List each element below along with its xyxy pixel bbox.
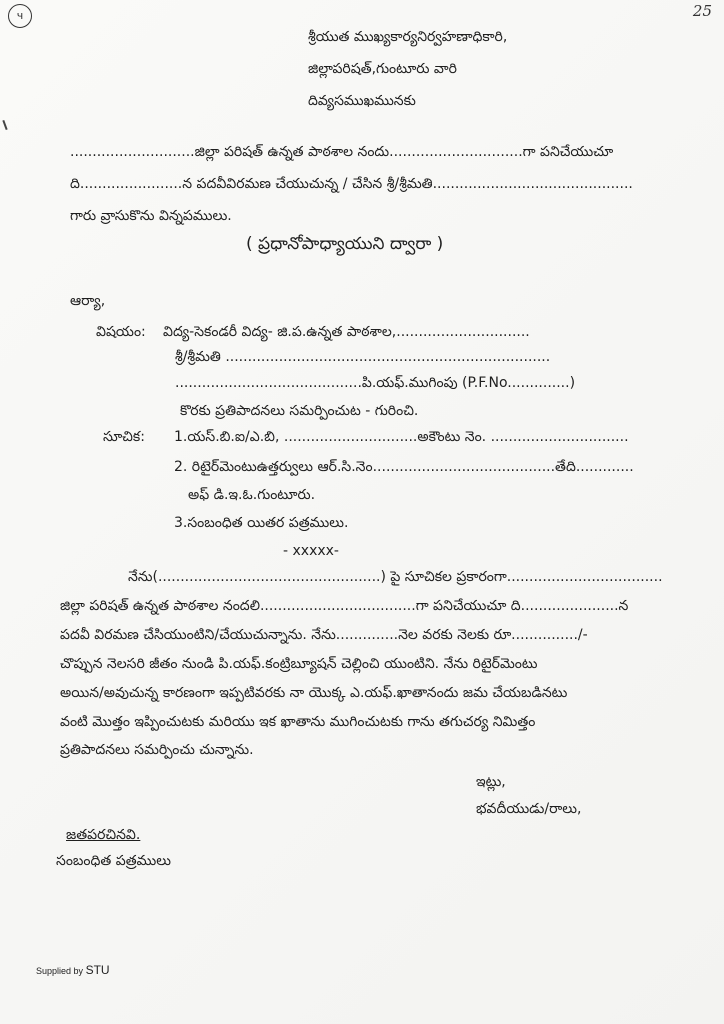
subject-line-2: శ్రీ/శ్రీమతి .........................................................................	[175, 349, 551, 365]
references-label: సూచిక:	[103, 429, 145, 445]
reference-item-2: 2. రిటైర్‌మెంటుఉత్తర్వులు ఆర్.సి.నెం.........................................తేది.............	[174, 459, 634, 475]
reference-item-2-cont: అఫ్ డి.ఇ.ఓ.గుంటూరు.	[188, 487, 316, 503]
subject-label: విషయం:	[96, 324, 146, 340]
body-line-4: చొప్పున నెలసరి జీతం నుండి పి.యఫ్.కంట్రిబ్యూషన్ చెల్లించి యుంటిని. నేను రిటైర్‌మెంటు	[60, 656, 538, 672]
supplied-by-prefix: Supplied by	[36, 966, 84, 976]
heading-through-headmaster: ( ప్రధానోపాధ్యాయుని ద్వారా )	[246, 234, 444, 254]
address-line-3: దివ్యసముఖమునకు	[308, 93, 416, 109]
supplied-by-name: STU	[85, 963, 110, 977]
body-line-5: అయిన/అవుచున్న కారణంగా ఇప్పటివరకు నా యొక్క ఎ.యఫ్.ఖాతానందు జమ చేయబడినటు	[60, 685, 568, 701]
address-line-2: జిల్లాపరిషత్,గుంటూరు వారి	[308, 61, 457, 77]
subject-line-4: కొరకు ప్రతిపాదనలు సమర్పించుట - గురించి.	[180, 403, 419, 419]
reference-item-3: 3.సంబంధిత యితర పత్రములు.	[174, 515, 349, 531]
intro-line-1: ............................జిల్లా పరిషత్ ఉన్నత పాఠశాల నందు..............................గా పనిచేయుచూ	[70, 144, 614, 160]
body-line-6: వంటి మొత్తం ఇప్పించుటకు మరియు ఇక ఖాతాను ముగించుటకు గాను తగుచర్య నిమిత్తం	[60, 714, 536, 730]
body-line-7: ప్రతిపాదనలు సమర్పించు చున్నాను.	[60, 742, 254, 758]
address-line-1: శ్రీయుత ముఖ్యకార్యనిర్వహణాధికారి,	[308, 29, 508, 45]
enclosures-label: జతపరచినవి.	[66, 827, 141, 843]
reference-item-1: 1.యస్.బి.ఐ/ఎ.బి, ..............................అకౌంటు నెం. ...............................	[174, 429, 629, 445]
intro-line-2: ది.......................న పదవీవిరమణ చేయుచున్న / చేసిన శ్రీ/శ్రీమతి.............................................	[70, 176, 633, 192]
closing-signature: భవదీయుడు/రాలు,	[476, 801, 582, 817]
handwritten-circle-mark: ч	[8, 4, 32, 28]
subject-line-1: విద్య-సెకండరీ విద్య- జి.ప.ఉన్నత పాఠశాల,..............................	[163, 324, 530, 340]
body-line-1: నేను(..................................................) పై సూచికల ప్రకారంగా...................................	[128, 569, 663, 585]
supplied-by-footer	[36, 963, 110, 977]
closing-line-1: ఇట్లు,	[476, 774, 506, 790]
page-number: 25	[692, 2, 712, 20]
pen-mark	[2, 120, 7, 130]
body-line-3: పదవీ విరమణ చేసియుంటిని/చేయుచున్నాను. నేను..............నెల వరకు నెలకు రూ.............../-	[60, 627, 588, 643]
body-line-2: జిల్లా పరిషత్ ఉన్నత పాఠశాల నందలి...................................గా పనిచేయుచూ ది......................న	[60, 598, 629, 614]
subject-line-3: ..........................................పి.యఫ్.ముగింపు (P.F.No..............)	[175, 375, 576, 391]
enclosures-item: సంబంధిత పత్రములు	[56, 853, 172, 869]
separator: - xxxxx-	[283, 543, 339, 559]
salutation: ఆర్యా,	[70, 293, 106, 309]
intro-line-3: గారు వ్రాసుకొను విన్నపములు.	[70, 208, 232, 224]
